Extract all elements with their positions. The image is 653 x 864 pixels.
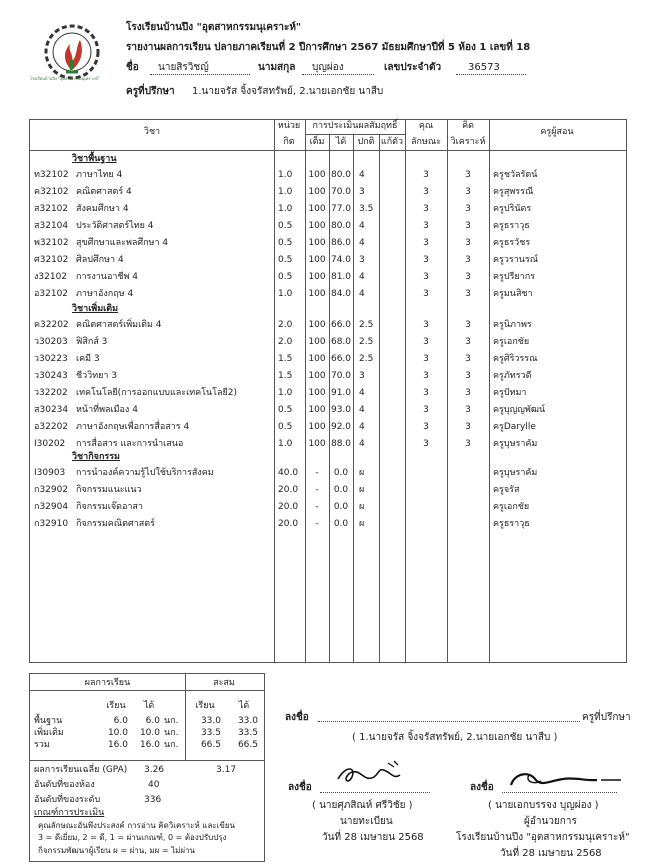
summary-cell-study: 6.0 [113, 716, 128, 726]
cell-normal: 4 [359, 289, 365, 299]
cell-teacher: ครูวรานรณ์ [493, 255, 539, 265]
cell-credit: 1.0 [278, 289, 293, 299]
cell-char: 3 [423, 187, 429, 197]
cell-full: 100 [308, 170, 326, 180]
summary-cell-unit: นก. [164, 728, 179, 738]
cell-normal: 4 [359, 422, 365, 432]
cell-name: ภาษาอังกฤษเพื่อการสื่อสาร 4 [76, 422, 190, 432]
summary-cell-label: รวม [34, 740, 50, 750]
cell-normal: ผ [359, 485, 365, 495]
cell-think: 3 [465, 354, 471, 364]
student-id: 36573 [468, 62, 500, 73]
cell-got: 80.0 [330, 221, 352, 231]
surname-label: นามสกุล [258, 62, 296, 73]
cell-teacher: ครูบุษราคัม [493, 439, 538, 449]
cell-code: ว32202 [34, 388, 68, 398]
section-title-activities: วิชากิจกรรม [72, 452, 120, 462]
cell-credit: 0.5 [278, 221, 293, 231]
cell-think: 3 [465, 422, 471, 432]
th-credit-top: หน่วย [277, 121, 301, 131]
cell-teacher: ครูชวัลรัตน์ [493, 170, 538, 180]
th-char-top: คุณ [418, 121, 434, 131]
cell-code: อ32202 [34, 422, 69, 432]
registrar-sign-dots [320, 792, 430, 793]
th-got: ได้ [335, 137, 347, 147]
cell-got: 66.0 [330, 320, 352, 330]
cell-full: 100 [308, 320, 326, 330]
cell-name: ศิลปศึกษา 4 [76, 255, 124, 265]
cell-think: 3 [465, 337, 471, 347]
section-title-additional: วิชาเพิ่มเติม [72, 304, 119, 314]
cell-got: 68.0 [330, 337, 352, 347]
cell-name: คณิตศาสตร์ 4 [76, 187, 132, 197]
cell-full: 100 [308, 255, 326, 265]
cell-full: - [315, 519, 319, 529]
director-date: วันที่ 28 เมษายน 2568 [500, 848, 602, 859]
summary-col-study: เรียน [106, 701, 126, 711]
cell-normal: 3.5 [359, 204, 374, 214]
cell-full: 100 [308, 289, 326, 299]
col-line [274, 119, 275, 662]
cell-got: 91.0 [330, 388, 352, 398]
cell-name: กิจกรรมเจ๊ดอาสา [76, 502, 143, 512]
cell-name: การงานอาชีพ 4 [76, 272, 139, 282]
name-dots [150, 74, 250, 75]
cell-normal: 4 [359, 439, 365, 449]
cell-name: กิจกรรมคณิตศาสตร์ [76, 519, 155, 529]
cell-code: I30903 [34, 468, 66, 478]
cell-teacher: ครูปรินัดร [493, 204, 532, 214]
school-title: โรงเรียนบ้านปึง "อุตสาหกรรมนุเคราะห์" [126, 22, 302, 33]
cell-think: 3 [465, 439, 471, 449]
cell-full: 100 [308, 439, 326, 449]
cell-credit: 0.5 [278, 422, 293, 432]
cell-teacher: ครูจรัส [493, 485, 520, 495]
cell-think: 3 [465, 170, 471, 180]
cell-char: 3 [423, 272, 429, 282]
cell-name: ภาษาอังกฤษ 4 [76, 289, 134, 299]
cell-teacher: ครูมนสิชา [493, 289, 533, 299]
cell-teacher: ครูปรียากร [493, 272, 536, 282]
cell-code: ส30234 [34, 405, 69, 415]
cell-got: 0.0 [333, 485, 349, 495]
summary-cell-cum_got: 33.5 [237, 728, 258, 738]
cell-think: 3 [465, 238, 471, 248]
cell-char: 3 [423, 354, 429, 364]
cell-credit: 1.0 [278, 187, 293, 197]
summary-cell-unit: นก. [164, 740, 179, 750]
criteria-line-3: กิจกรรมพัฒนาผู้เรียน ผ = ผ่าน, มผ = ไม่ผ่าน [38, 846, 196, 855]
cell-normal: ผ [359, 519, 365, 529]
summary-cell-cum_study: 66.5 [200, 740, 221, 750]
report-line: รายงานผลการเรียน ปลายภาคเรียนที่ 2 ปีการศึกษา 2567 มัธยมศึกษาปีที่ 5 ห้อง 1 เลขที่ 18 [126, 42, 531, 53]
cell-code: ง32102 [34, 272, 68, 282]
id-dots [456, 74, 526, 75]
eval-subheader-line [305, 134, 405, 135]
cell-name: ประวัติศาสตร์ไทย 4 [76, 221, 154, 231]
cell-code: ว30223 [34, 354, 68, 364]
director-name: ( นายเอกบรรจง บุญผ่อง ) [488, 800, 599, 811]
cell-got: 93.0 [330, 405, 352, 415]
cell-code: I30202 [34, 439, 66, 449]
cell-name: ภาษาไทย 4 [76, 170, 123, 180]
cell-got: 77.0 [330, 204, 352, 214]
cell-code: อ32102 [34, 289, 69, 299]
criteria-title: เกณฑ์การประเมิน [34, 808, 105, 818]
cell-normal: 2.5 [359, 337, 374, 347]
th-think-top: คิด [462, 121, 474, 131]
summary-cell-unit: นก. [164, 716, 179, 726]
summary-cell-cum_got: 33.0 [237, 716, 258, 726]
cell-normal: 4 [359, 221, 365, 231]
th-subject: วิชา [143, 127, 161, 137]
col-line [489, 119, 490, 662]
director-signature [505, 765, 625, 793]
cell-name: ฟิสิกส์ 3 [76, 337, 108, 347]
cell-credit: 0.5 [278, 405, 293, 415]
cell-code: พ32102 [34, 238, 69, 248]
cell-think: 3 [465, 320, 471, 330]
summary-cell-label: เพิ่มเติม [34, 728, 64, 738]
cell-name: เคมี 3 [76, 354, 100, 364]
cell-teacher: ครูปัทมา [493, 388, 527, 398]
cell-think: 3 [465, 388, 471, 398]
cell-credit: 20.0 [278, 519, 299, 529]
cell-full: 100 [308, 422, 326, 432]
cell-got: 81.0 [330, 272, 352, 282]
registrar-signature [334, 757, 414, 791]
cell-credit: 1.0 [278, 439, 293, 449]
cell-credit: 2.0 [278, 320, 293, 330]
summary-cell-study: 10.0 [107, 728, 128, 738]
cell-normal: 3 [359, 255, 365, 265]
registrar-date: วันที่ 28 เมษายน 2568 [322, 832, 424, 843]
cell-got: 86.0 [330, 238, 352, 248]
advisor-role: ครูที่ปรึกษา [582, 712, 631, 723]
cell-got: 74.0 [330, 255, 352, 265]
cell-got: 84.0 [330, 289, 352, 299]
cell-got: 92.0 [330, 422, 352, 432]
cell-full: - [315, 502, 319, 512]
cell-full: - [315, 468, 319, 478]
cell-normal: 4 [359, 388, 365, 398]
cell-code: ค32102 [34, 187, 69, 197]
cell-code: ส32104 [34, 221, 69, 231]
cell-teacher: ครูภัทรวดี [493, 371, 532, 381]
cell-teacher: ครูธรวัชร [493, 238, 531, 248]
student-name: นายสิรวิชญ์ [158, 62, 209, 73]
cell-char: 3 [423, 337, 429, 347]
cell-full: 100 [308, 204, 326, 214]
cell-credit: 1.0 [278, 170, 293, 180]
gpa-label: ผลการเรียนเฉลี่ย (GPA) [34, 765, 128, 775]
cell-teacher: ครูนิภาพร [493, 320, 532, 330]
cell-name: กิจกรรมแนะแนว [76, 485, 142, 495]
cell-got: 88.0 [330, 439, 352, 449]
cell-credit: 2.0 [278, 337, 293, 347]
cell-credit: 40.0 [278, 468, 299, 478]
cell-full: 100 [308, 405, 326, 415]
cell-got: 70.0 [330, 187, 352, 197]
cell-think: 3 [465, 255, 471, 265]
cell-teacher: ครูบุษราคัม [493, 468, 538, 478]
cell-teacher: ครูธราวุธ [493, 221, 530, 231]
name-label: ชื่อ [126, 62, 139, 73]
cell-got: 0.0 [333, 519, 349, 529]
cell-credit: 1.0 [278, 204, 293, 214]
cell-full: 100 [308, 221, 326, 231]
cell-char: 3 [423, 371, 429, 381]
summary-cell-cum_study: 33.5 [200, 728, 221, 738]
summary-cell-label: พื้นฐาน [34, 716, 63, 726]
cell-char: 3 [423, 439, 429, 449]
director-role: ผู้อำนวยการ [524, 816, 577, 827]
cell-name: สังคมศึกษา 4 [76, 204, 129, 214]
cell-char: 3 [423, 289, 429, 299]
cell-credit: 1.0 [278, 388, 293, 398]
cell-credit: 20.0 [278, 485, 299, 495]
cell-code: ส32102 [34, 204, 69, 214]
th-credit-bottom: กิต [283, 137, 295, 147]
director-sign-label: ลงชื่อ [470, 782, 494, 793]
id-label: เลขประจำตัว [384, 62, 442, 73]
cell-code: ก32910 [34, 519, 69, 529]
cell-full: 100 [308, 272, 326, 282]
summary-cell-study: 16.0 [107, 740, 128, 750]
registrar-name: ( นายศุภสิณห์ ศรีวิชัย ) [312, 800, 413, 811]
cell-credit: 0.5 [278, 272, 293, 282]
cell-name: การนำองค์ความรู้ไปใช้บริการสังคม [76, 468, 214, 478]
th-char-bottom: ลักษณะ [410, 137, 442, 147]
cell-normal: 3 [359, 187, 365, 197]
cell-teacher: ครูเอกชัย [493, 502, 530, 512]
gpa-cumulative: 3.17 [216, 765, 237, 775]
summary-cell-got: 16.0 [139, 740, 160, 750]
cell-code: ค32202 [34, 320, 69, 330]
cell-normal: 3 [359, 371, 365, 381]
summary-results-label: ผลการเรียน [84, 678, 131, 688]
logo-caption: โรงเรียนบ้านปึง "อุตสาหกรรมนุเคราะห์" [30, 76, 100, 81]
criteria-line-2: 3 = ดีเยี่ยม, 2 = ดี, 1 = ผ่านเกณฑ์, 0 = ต้องปรับปรุง [38, 833, 227, 842]
col-line [353, 134, 354, 662]
cell-code: ว30243 [34, 371, 68, 381]
registrar-role: นายทะเบียน [340, 816, 393, 827]
th-normal: ปกติ [357, 137, 375, 147]
cell-got: 0.0 [333, 502, 349, 512]
cell-normal: ผ [359, 502, 365, 512]
cell-normal: ผ [359, 468, 365, 478]
advisor-value: 1.นายจรัส จิ้งจรัสทรัพย์, 2.นายเอกชัย นาสืบ [192, 86, 384, 97]
cell-credit: 1.5 [278, 354, 293, 364]
advisor-label: ครูที่ปรึกษา [126, 86, 175, 97]
cell-normal: 4 [359, 272, 365, 282]
cell-teacher: ครูสุพรรณี [493, 187, 534, 197]
cell-think: 3 [465, 371, 471, 381]
advisor-sign-label: ลงชื่อ [285, 712, 309, 723]
cell-name: คณิตศาสตร์เพิ่มเติม 4 [76, 320, 162, 330]
rank-level-value: 336 [144, 795, 162, 805]
summary-col-cum-study: เรียน [195, 701, 215, 711]
th-eval-group: การประเมินผลสัมฤทธิ์ [312, 121, 398, 131]
director-school: โรงเรียนบ้านปึง "อุตสาหกรรมนุเคราะห์" [456, 832, 630, 843]
cell-full: 100 [308, 238, 326, 248]
cell-full: 100 [308, 354, 326, 364]
advisor-sign-dots [318, 721, 580, 722]
summary-line [29, 690, 264, 691]
cell-normal: 2.5 [359, 354, 374, 364]
cell-normal: 4 [359, 405, 365, 415]
summary-cumulative-label: สะสม [213, 678, 235, 688]
cell-name: การสื่อสาร และการนำเสนอ [76, 439, 184, 449]
school-logo [40, 20, 104, 84]
cell-name: สุขศึกษาและพลศึกษา 4 [76, 238, 169, 248]
student-surname: บุญผ่อง [312, 62, 344, 73]
cell-think: 3 [465, 221, 471, 231]
rank-room-label: อันดับที่ของห้อง [34, 780, 95, 790]
cell-credit: 0.5 [278, 238, 293, 248]
cell-name: หน้าที่พลเมือง 4 [76, 405, 138, 415]
cell-char: 3 [423, 320, 429, 330]
col-line [379, 134, 380, 662]
summary-cell-cum_study: 33.0 [200, 716, 221, 726]
cell-name: ชีววิทยา 3 [76, 371, 118, 381]
cell-full: 100 [308, 388, 326, 398]
cell-code: ก32902 [34, 485, 69, 495]
section-title-basic: วิชาพื้นฐาน [72, 154, 117, 164]
surname-dots [302, 74, 374, 75]
summary-col-got: ได้ [143, 701, 155, 711]
cell-code: ศ32102 [34, 255, 69, 265]
cell-normal: 4 [359, 170, 365, 180]
cell-code: ก32904 [34, 502, 69, 512]
registrar-sign-label: ลงชื่อ [288, 782, 312, 793]
cell-normal: 2.5 [359, 320, 374, 330]
cell-got: 66.0 [330, 354, 352, 364]
th-think-bottom: วิเคราะห์ [450, 137, 486, 147]
header-bottom-line [29, 150, 626, 151]
cell-credit: 0.5 [278, 255, 293, 265]
cell-think: 3 [465, 405, 471, 415]
cell-char: 3 [423, 422, 429, 432]
cell-teacher: ครูDarylle [493, 422, 536, 432]
cell-full: 100 [308, 187, 326, 197]
cell-char: 3 [423, 405, 429, 415]
cell-got: 0.0 [333, 468, 349, 478]
cell-teacher: ครูธราวุธ [493, 519, 530, 529]
summary-cell-cum_got: 66.5 [237, 740, 258, 750]
criteria-line-1: คุณลักษณะอันพึงประสงค์ การอ่าน คิดวิเคราะห์ และเขียน [38, 821, 236, 830]
cell-name: เทคโนโลยี(การออกแบบและเทคโนโลยี2) [76, 388, 237, 398]
cell-credit: 20.0 [278, 502, 299, 512]
cell-full: 100 [308, 337, 326, 347]
summary-cell-got: 10.0 [139, 728, 160, 738]
cell-teacher: ครูเอกชัย [493, 337, 530, 347]
cell-full: 100 [308, 371, 326, 381]
cell-char: 3 [423, 388, 429, 398]
summary-line [29, 760, 264, 761]
cell-credit: 1.5 [278, 371, 293, 381]
cell-got: 70.0 [330, 371, 352, 381]
rank-level-label: อันดับที่ของระดับ [34, 795, 101, 805]
th-fixed: แก้ตัว [380, 137, 404, 147]
cell-full: - [315, 485, 319, 495]
rank-room-value: 40 [148, 780, 160, 790]
th-full: เต็ม [309, 137, 325, 147]
cell-code: ท32102 [34, 170, 69, 180]
cell-code: ว30203 [34, 337, 68, 347]
cell-think: 3 [465, 204, 471, 214]
cell-normal: 4 [359, 238, 365, 248]
cell-char: 3 [423, 170, 429, 180]
cell-char: 3 [423, 204, 429, 214]
cell-char: 3 [423, 238, 429, 248]
cell-char: 3 [423, 221, 429, 231]
summary-col-cum-got: ได้ [238, 701, 250, 711]
cell-teacher: ครูศิริวรรณ [493, 354, 538, 364]
advisor-names: ( 1.นายจรัส จิ้งจรัสทรัพย์, 2.นายเอกชัย นาสืบ ) [352, 732, 558, 743]
cell-think: 3 [465, 272, 471, 282]
cell-char: 3 [423, 255, 429, 265]
cell-got: 80.0 [330, 170, 352, 180]
cell-think: 3 [465, 187, 471, 197]
cell-teacher: ครูบุญญพัฒน์ [493, 405, 546, 415]
gpa-value: 3.26 [144, 765, 165, 775]
cell-think: 3 [465, 289, 471, 299]
th-teacher: ครูผู้สอน [540, 127, 574, 137]
summary-cell-got: 6.0 [145, 716, 160, 726]
